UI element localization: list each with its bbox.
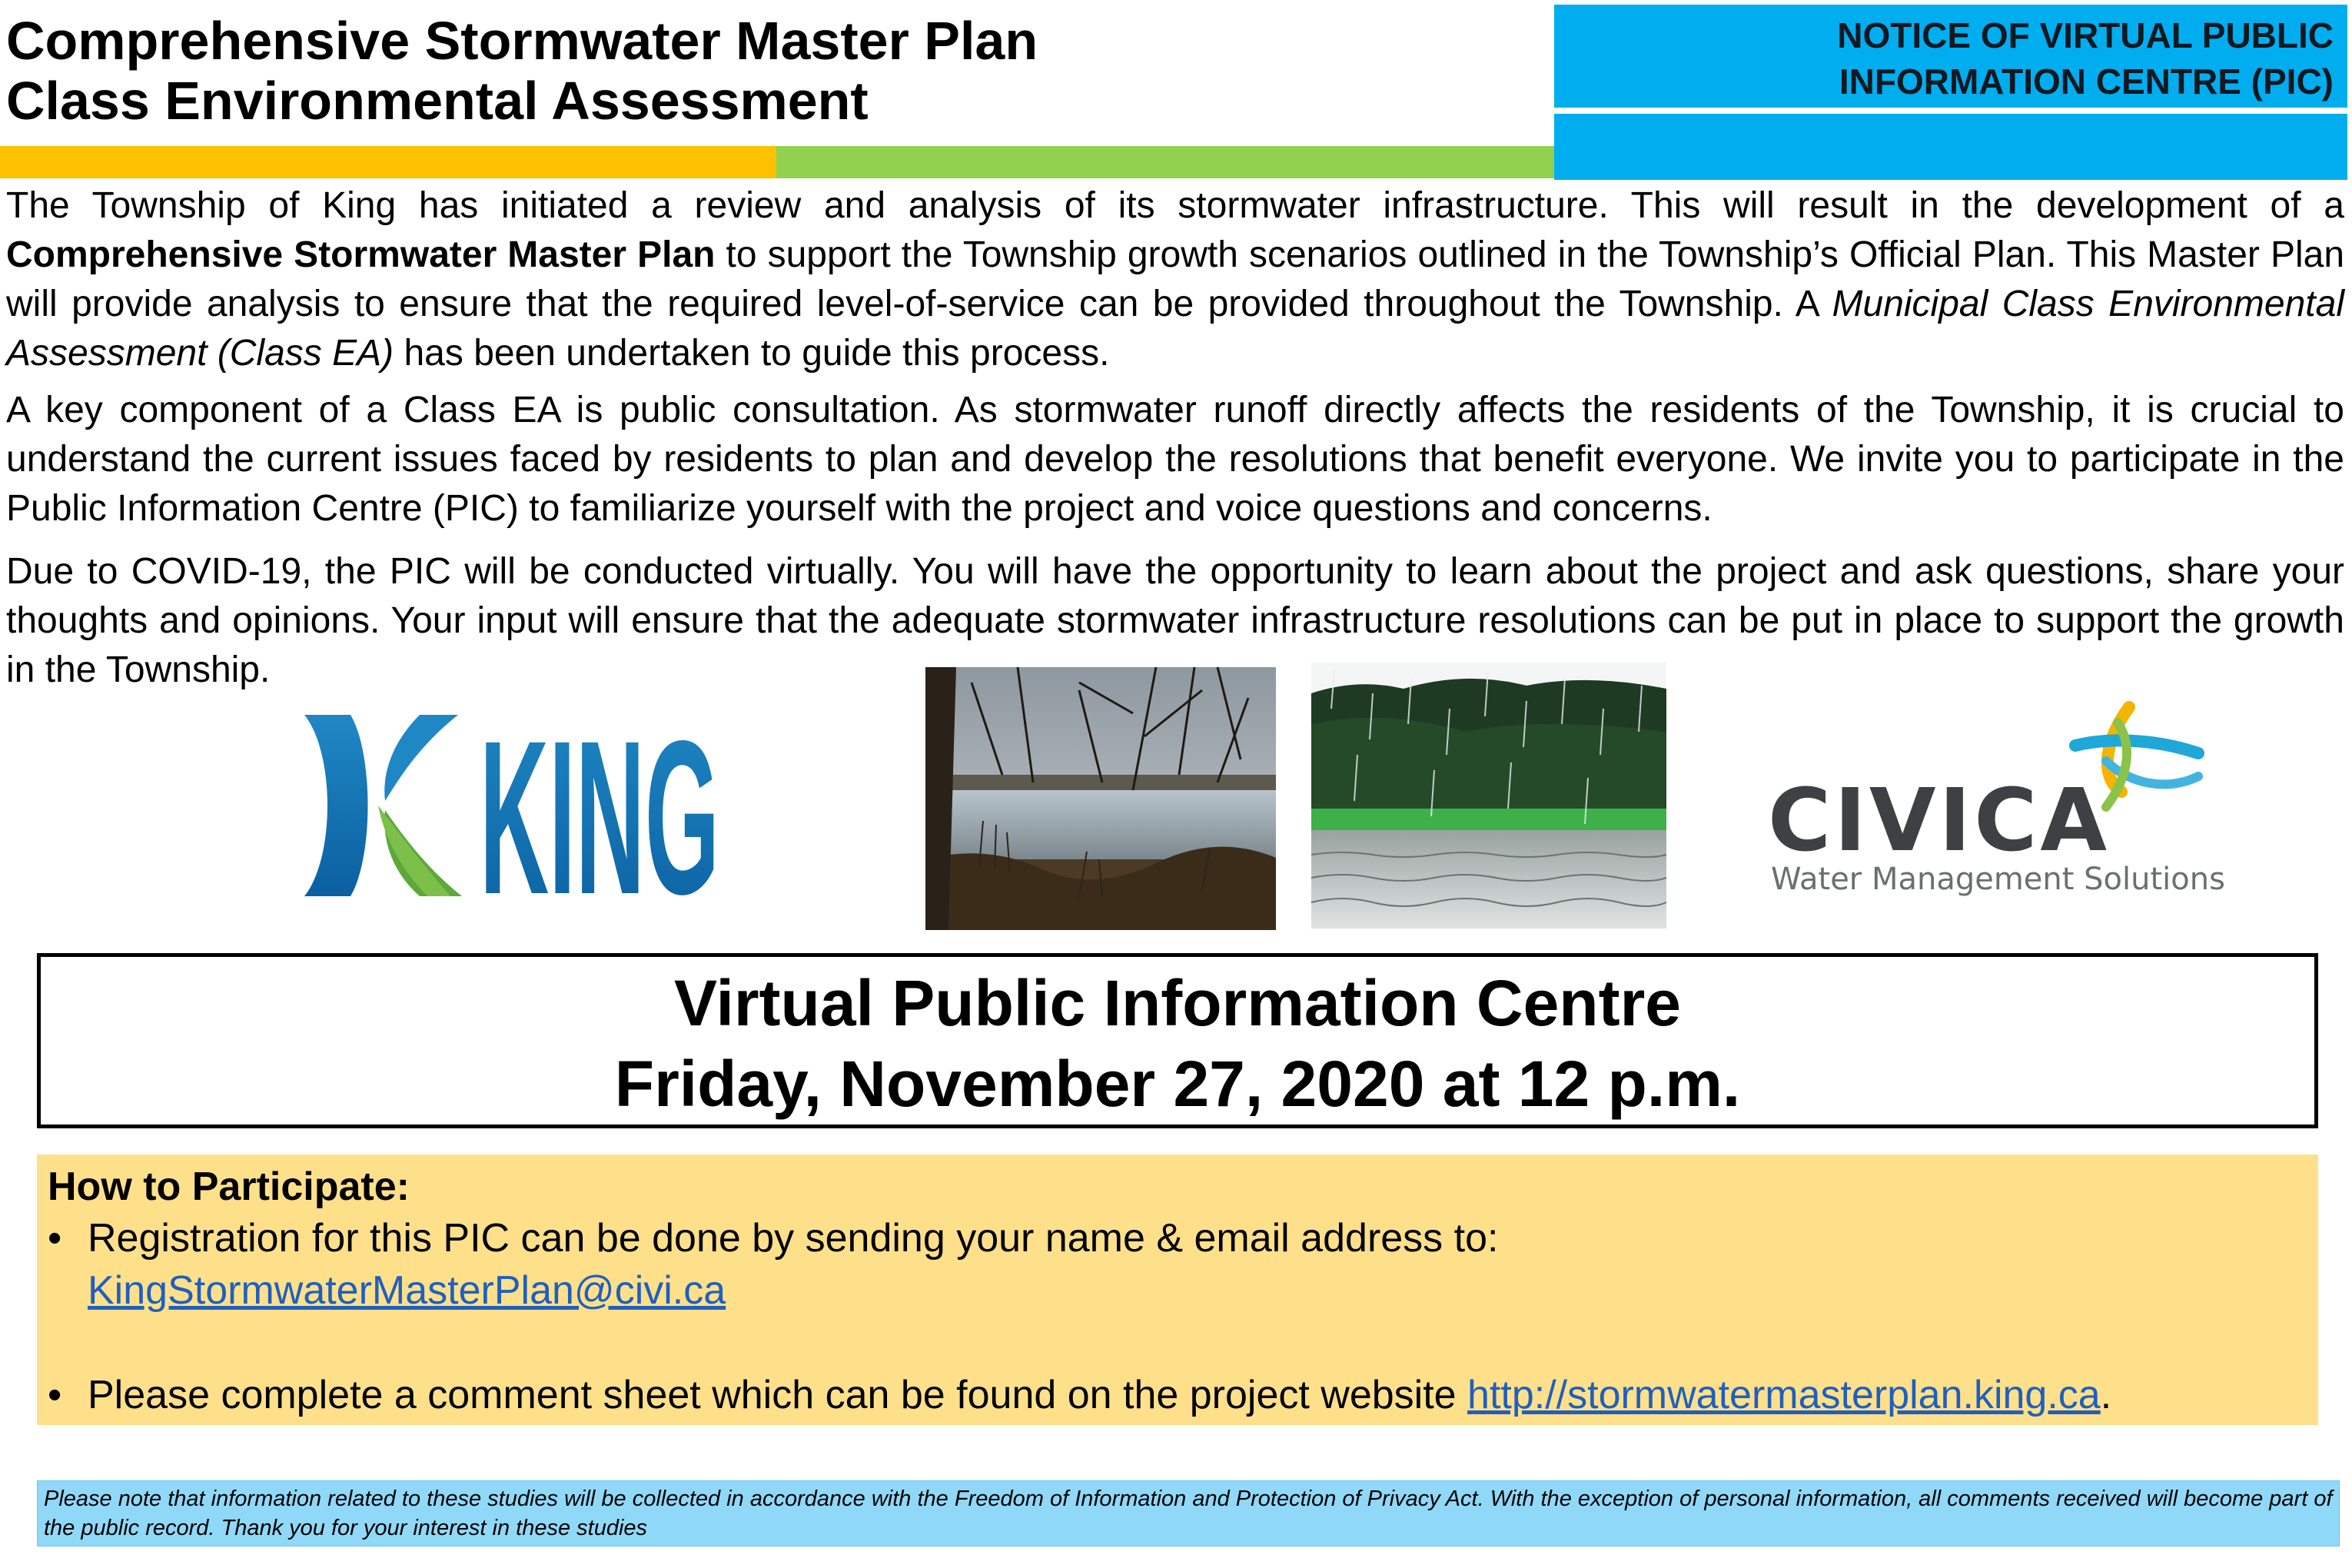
intro-text-a: The Township of King has initiated a review and analysis of its stormwater infrastructure. This will result in the development of a — [6, 185, 2344, 226]
intro-text-bold: Comprehensive Stormwater Master Plan — [6, 234, 716, 275]
king-logo-icon — [304, 696, 719, 940]
notice-banner — [1554, 5, 2347, 108]
consultation-paragraph — [6, 386, 2344, 533]
project-website-link[interactable]: http://stormwatermasterplan.king.ca — [1467, 1373, 2101, 1417]
intro-text-italic: Municipal Class Environmental Assessment (Class EA) — [6, 284, 2345, 374]
king-logo — [304, 696, 719, 940]
bullet-marker: • — [48, 1373, 62, 1417]
green-color-bar — [776, 146, 1554, 178]
event-date: Friday, November 27, 2020 at 12 p.m. — [614, 1048, 1741, 1120]
privacy-notice: Please note that information related to these studies will be collected in accordance with the Freedom of Information and Protection of Privacy Act. With the exception of personal information, all comments received will become part of the public record. Thank you for your interest in these studies — [37, 1480, 2340, 1546]
notice-text — [1837, 12, 2334, 105]
title-line-2: Class Environmental Assessment — [6, 71, 869, 131]
title-line-1: Comprehensive Stormwater Master Plan — [6, 11, 1038, 71]
bullet-marker: • — [48, 1216, 62, 1261]
page-title — [6, 11, 1513, 131]
comment-sheet-end: . — [2100, 1373, 2112, 1417]
king-logo-text: KING — [480, 696, 719, 940]
covid-text: Due to COVID-19, the PIC will be conducted virtually. You will have the opportunity to learn about the project and ask questions, share your thoughts and opinions. Your input will ensure that the adequate stormwater infrastructure resolutions can be put in place to support the growth in the Township. — [6, 551, 2344, 690]
event-title: Virtual Public Information Centre — [674, 967, 1681, 1039]
intro-text-c: has been undertaken to guide this process. — [394, 333, 1110, 374]
rain-photo — [1311, 663, 1666, 929]
participate-heading: How to Participate: — [48, 1164, 410, 1209]
comment-sheet-bullet — [48, 1370, 2111, 1420]
civica-wordmark: CIVICA — [1768, 771, 2111, 871]
registration-text: Registration for this PIC can be done by sending your name & email address to: — [88, 1216, 1499, 1261]
intro-paragraph — [6, 181, 2344, 378]
marsh-photo — [925, 667, 1276, 930]
notice-line-2: INFORMATION CENTRE (PIC) — [1839, 61, 2334, 101]
consultation-text: A key component of a Class EA is public consultation. As stormwater runoff directly affects the residents of the Township, it is crucial to understand the current issues faced by residents to plan and develop the resolutions that benefit everyone. We invite you to participate in the Public Information Centre (PIC) to familiarize yourself with the project and voice questions and concerns. — [6, 390, 2344, 529]
comment-sheet-text: Please complete a comment sheet which can be found on the project website — [88, 1373, 1468, 1417]
notice-divider — [1554, 108, 2347, 114]
registration-bullet — [48, 1213, 1498, 1264]
civica-tagline: Water Management Solutions — [1771, 862, 2225, 897]
participate-section — [37, 1154, 2318, 1425]
yellow-color-bar — [0, 146, 776, 178]
event-box — [37, 953, 2318, 1128]
notice-line-1: NOTICE OF VIRTUAL PUBLIC — [1837, 15, 2334, 55]
registration-email-link[interactable]: KingStormwaterMasterPlan@civi.ca — [88, 1268, 726, 1313]
intro-text-b: to support the Township growth scenarios outlined in the Township’s Official Plan. This Master Plan will provide analysis to ensure that the required level-of-service can be provided throughout the Township. A — [6, 234, 2345, 324]
civica-logo — [1768, 692, 2229, 907]
notice-color-bar — [1554, 114, 2347, 180]
